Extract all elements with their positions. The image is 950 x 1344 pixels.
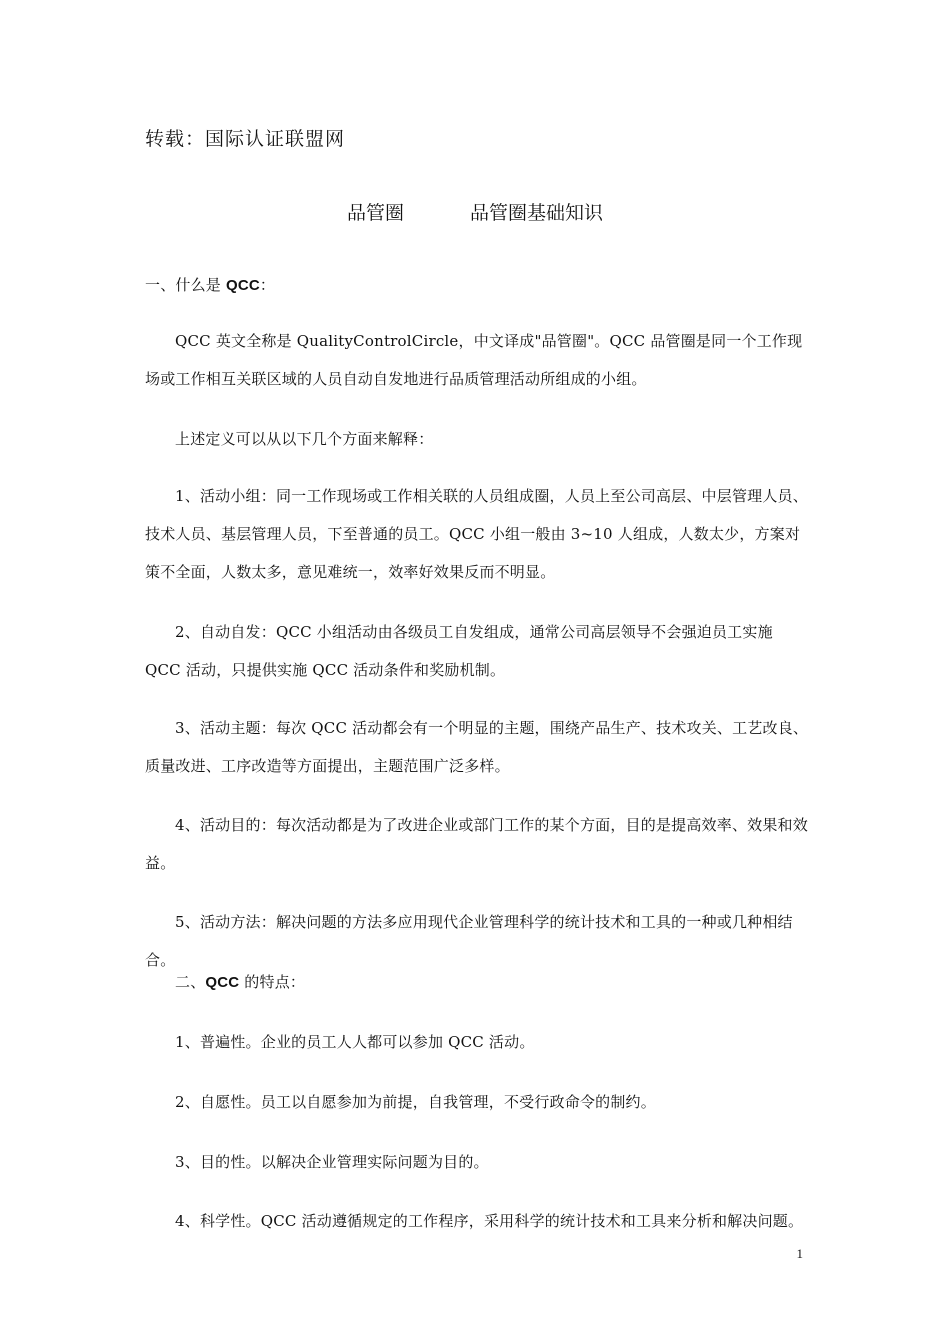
item-3-paragraph: 3、活动主题：每次 QCC 活动都会有一个明显的主题，围绕产品生产、技术攻关、工艺改良、质量改进、工序改造等方面提出，主题范围广泛多样。: [145, 719, 809, 775]
page-number: 1: [796, 1246, 803, 1261]
intro-paragraph: 上述定义可以从以下几个方面来解释：: [175, 430, 434, 448]
source-line: 转载：国际认证联盟网: [145, 128, 346, 150]
title-right: 品管圈基础知识: [470, 202, 604, 224]
section2-heading-bold: QCC: [205, 974, 240, 991]
title-left: 品管圈: [346, 202, 404, 224]
section2-heading-suffix: 的特点：: [239, 973, 306, 991]
section2-heading: [145, 963, 810, 1002]
feature-2-paragraph: 2、自愿性。员工以自愿参加为前提，自我管理，不受行政命令的制约。: [175, 1093, 656, 1111]
item-1-paragraph: 1、活动小组：同一工作现场或工作相关联的人员组成圈，人员上至公司高层、中层管理人员、技术人员、基层管理人员，下至普通的员工。QCC 小组一般由 3~10 人组成，人数太少，方案对策不全面，人数太多，意见难统一，效率好效果反而不明显。: [145, 487, 808, 581]
section1-heading-bold: QCC: [225, 277, 260, 294]
item-2-paragraph: 2、自动自发：QCC 小组活动由各级员工自发组成，通常公司高层领导不会强迫员工实施 QCC 活动，只提供实施 QCC 活动条件和奖励机制。: [145, 623, 773, 679]
feature-1-paragraph: 1、普遍性。企业的员工人人都可以参加 QCC 活动。: [175, 1033, 535, 1051]
section2-heading-prefix: 二、: [175, 973, 206, 991]
feature-4-paragraph: 4、科学性。QCC 活动遵循规定的工作程序，采用科学的统计技术和工具来分析和解决问题。: [175, 1212, 804, 1230]
definition-paragraph: QCC 英文全称是 QualityControlCircle，中文译成"品管圈"。QCC 品管圈是同一个工作现场或工作相互关联区域的人员自动自发地进行品质管理活动所组成的小组。: [145, 332, 803, 388]
section1-heading-prefix: 一、什么是: [145, 276, 226, 294]
item-5-paragraph: 5、活动方法：解决问题的方法多应用现代企业管理科学的统计技术和工具的一种或几种相结合。: [145, 913, 793, 969]
section1-heading-suffix: ：: [259, 276, 276, 294]
document-title: [145, 198, 805, 225]
section1-heading: [145, 266, 810, 305]
feature-3-paragraph: 3、目的性。以解决企业管理实际问题为目的。: [175, 1153, 489, 1171]
item-4-paragraph: 4、活动目的：每次活动都是为了改进企业或部门工作的某个方面，目的是提高效率、效果和效益。: [145, 816, 808, 872]
